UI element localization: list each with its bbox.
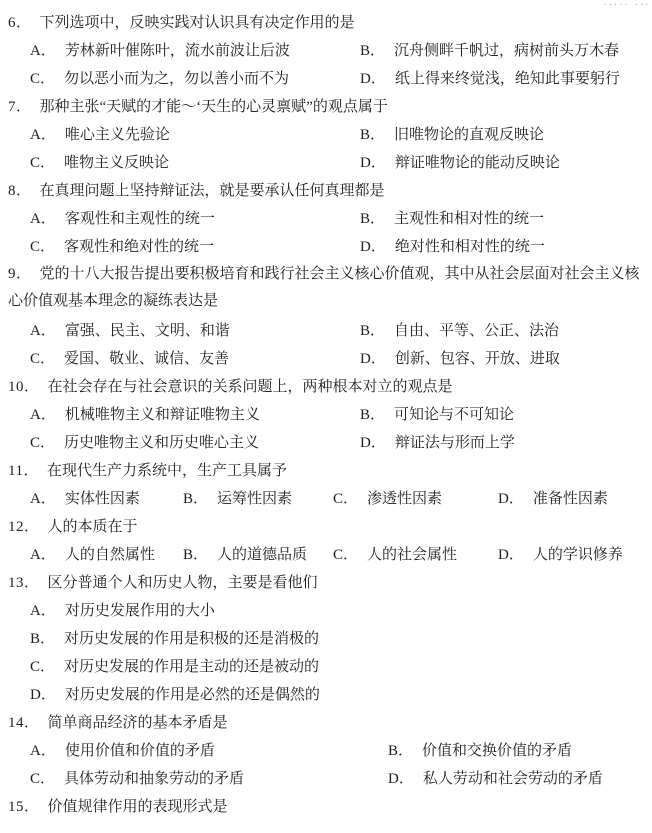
option-label: C． <box>30 155 56 171</box>
option-d <box>360 233 646 261</box>
question-stem <box>8 457 646 485</box>
question-stem-text: 价值规律作用的表现形式是 <box>47 799 228 815</box>
option-text: 辩证法与形而上学 <box>394 435 515 451</box>
option-label: D． <box>360 239 386 255</box>
option-label: B． <box>183 547 209 563</box>
question-stem <box>8 513 646 541</box>
question-12 <box>8 513 646 569</box>
option-d <box>360 345 646 373</box>
question-15 <box>8 793 646 821</box>
option-text: 历史唯物主义和历史唯心主义 <box>64 435 260 451</box>
option-label: C． <box>30 351 56 367</box>
options-grid <box>8 737 646 793</box>
option-c <box>30 765 388 793</box>
option-label: D． <box>360 155 386 171</box>
option-d <box>388 765 646 793</box>
option-label: B． <box>360 323 386 339</box>
option-a <box>30 205 360 233</box>
option-text: 芳林新叶催陈叶，流水前波让后波 <box>64 43 290 59</box>
option-text: 具体劳动和抽象劳动的矛盾 <box>64 771 245 787</box>
question-stem-text: 党的十八大报告提出要积极培育和践行社会主义核心价值观，其中从社会层面对社会主义核心价值观基本理念的凝练表达是 <box>8 266 640 309</box>
option-text: 机械唯物主义和辩证唯物主义 <box>64 407 260 423</box>
option-label: B． <box>360 211 386 227</box>
option-a <box>30 401 360 429</box>
option-text: 自由、平等、公正、法治 <box>394 323 560 339</box>
option-text: 对历史发展的作用是积极的还是消极的 <box>64 631 320 647</box>
question-7 <box>8 93 646 177</box>
option-b <box>360 121 646 149</box>
option-label: B． <box>360 43 386 59</box>
option-label: A． <box>30 407 56 423</box>
question-6 <box>8 9 646 93</box>
option-d <box>360 65 646 93</box>
question-stem <box>8 261 646 317</box>
option-text: 对历史发展作用的大小 <box>64 603 215 619</box>
options-grid <box>8 205 646 261</box>
option-b <box>360 205 646 233</box>
options-grid <box>8 121 646 177</box>
question-number: 15． <box>8 799 40 815</box>
option-d <box>498 485 646 513</box>
option-label: D． <box>360 71 386 87</box>
options-grid <box>8 37 646 93</box>
option-label: D． <box>498 547 524 563</box>
question-stem-text: 下列选项中，反映实践对认识具有决定作用的是 <box>39 15 355 31</box>
question-number: 10． <box>8 379 40 395</box>
option-label: A． <box>30 43 56 59</box>
option-label: A． <box>30 547 56 563</box>
option-text: 创新、包容、开放、进取 <box>394 351 560 367</box>
question-stem-text: 在真理问题上坚持辩证法，就是要承认任何真理都是 <box>39 183 385 199</box>
option-c <box>333 541 498 569</box>
option-text: 实体性因素 <box>64 491 140 507</box>
option-label: C． <box>333 547 359 563</box>
option-text: 客观性和主观性的统一 <box>64 211 215 227</box>
option-label: B． <box>360 407 386 423</box>
option-label: C． <box>333 491 359 507</box>
option-label: A． <box>30 491 56 507</box>
option-a <box>30 737 388 765</box>
option-label: B． <box>30 631 56 647</box>
option-text: 准备性因素 <box>532 491 608 507</box>
option-a <box>30 121 360 149</box>
option-b <box>183 485 333 513</box>
question-number: 6． <box>8 15 32 31</box>
option-text: 富强、民主、文明、和谐 <box>64 323 230 339</box>
option-text: 人的自然属性 <box>64 547 155 563</box>
question-stem <box>8 373 646 401</box>
question-number: 7． <box>8 99 32 115</box>
option-label: B． <box>360 127 386 143</box>
option-text: 渗透性因素 <box>367 491 443 507</box>
option-text: 纸上得来终觉浅，绝知此事要躬行 <box>394 71 620 87</box>
option-d <box>30 681 646 709</box>
question-9 <box>8 261 646 373</box>
options-grid <box>8 401 646 457</box>
option-c <box>30 345 360 373</box>
question-number: 9． <box>8 266 32 282</box>
option-label: D． <box>30 687 56 703</box>
question-number: 8． <box>8 183 32 199</box>
option-c <box>333 485 498 513</box>
option-label: B． <box>183 491 209 507</box>
option-text: 绝对性和相对性的统一 <box>394 239 545 255</box>
option-text: 沉舟侧畔千帆过，病树前头万木春 <box>394 43 620 59</box>
option-a <box>30 541 183 569</box>
options-grid <box>8 485 646 513</box>
option-label: D． <box>498 491 524 507</box>
question-stem-text: 在现代生产力系统中，生产工具属予 <box>46 463 287 479</box>
option-b <box>388 737 646 765</box>
option-label: B． <box>388 743 414 759</box>
question-stem <box>8 569 646 597</box>
option-c <box>30 653 646 681</box>
question-stem <box>8 93 646 121</box>
question-stem-text: 人的本质在于 <box>47 519 138 535</box>
question-13 <box>8 569 646 709</box>
option-text: 价值和交换价值的矛盾 <box>422 743 573 759</box>
option-b <box>360 317 646 345</box>
option-label: A． <box>30 603 56 619</box>
option-c <box>30 149 360 177</box>
option-d <box>360 149 646 177</box>
option-label: D． <box>360 351 386 367</box>
option-text: 使用价值和价值的矛盾 <box>64 743 215 759</box>
option-text: 私人劳动和社会劳动的矛盾 <box>422 771 603 787</box>
option-label: A． <box>30 323 56 339</box>
question-stem-text: 区分普通个人和历史人物，主要是看他们 <box>47 575 318 591</box>
options-grid <box>8 317 646 373</box>
option-c <box>30 65 360 93</box>
question-10 <box>8 373 646 457</box>
option-text: 唯物主义反映论 <box>64 155 170 171</box>
option-c <box>30 429 360 457</box>
question-stem-text: 在社会存在与社会意识的关系问题上，两种根本对立的观点是 <box>47 379 453 395</box>
question-number: 12． <box>8 519 40 535</box>
option-a <box>30 485 183 513</box>
option-text: 人的社会属性 <box>367 547 458 563</box>
option-text: 唯心主义先验论 <box>64 127 170 143</box>
option-label: A． <box>30 211 56 227</box>
question-stem <box>8 709 646 737</box>
option-b <box>360 401 646 429</box>
option-a <box>30 317 360 345</box>
question-stem-text: 简单商品经济的基本矛盾是 <box>47 715 228 731</box>
option-label: C． <box>30 435 56 451</box>
question-stem <box>8 793 646 821</box>
option-label: A． <box>30 743 56 759</box>
option-label: C． <box>30 659 56 675</box>
question-8 <box>8 177 646 261</box>
option-d <box>498 541 646 569</box>
question-stem <box>8 9 646 37</box>
question-stem-text: 那种主张“天赋的才能～‘天生的心灵禀赋”的观点属于 <box>39 99 388 115</box>
question-number: 14． <box>8 715 40 731</box>
option-label: A． <box>30 127 56 143</box>
option-a <box>30 37 360 65</box>
question-14 <box>8 709 646 793</box>
option-text: 人的学识修养 <box>532 547 623 563</box>
options-grid <box>8 541 646 569</box>
option-text: 主观性和相对性的统一 <box>394 211 545 227</box>
option-text: 爱国、敬业、诚信、友善 <box>64 351 230 367</box>
question-number: 13． <box>8 575 40 591</box>
scan-artifact: ····· ··· <box>603 1 650 9</box>
question-stem <box>8 177 646 205</box>
options-list <box>8 597 646 709</box>
question-11 <box>8 457 646 513</box>
option-label: C． <box>30 239 56 255</box>
option-b <box>360 37 646 65</box>
option-a <box>30 597 646 625</box>
option-text: 客观性和绝对性的统一 <box>64 239 215 255</box>
option-text: 运筹性因素 <box>217 491 293 507</box>
option-text: 对历史发展的作用是主动的还是被动的 <box>64 659 320 675</box>
option-text: 人的道德品质 <box>217 547 308 563</box>
option-d <box>360 429 646 457</box>
option-label: D． <box>388 771 414 787</box>
option-b <box>183 541 333 569</box>
option-label: C． <box>30 71 56 87</box>
option-label: D． <box>360 435 386 451</box>
option-label: C． <box>30 771 56 787</box>
option-text: 勿以恶小而为之，勿以善小而不为 <box>64 71 290 87</box>
option-text: 辩证唯物论的能动反映论 <box>394 155 560 171</box>
option-text: 旧唯物论的直观反映论 <box>394 127 545 143</box>
option-text: 对历史发展的作用是必然的还是偶然的 <box>64 687 320 703</box>
question-number: 11． <box>8 463 39 479</box>
option-text: 可知论与不可知论 <box>394 407 515 423</box>
option-b <box>30 625 646 653</box>
option-c <box>30 233 360 261</box>
